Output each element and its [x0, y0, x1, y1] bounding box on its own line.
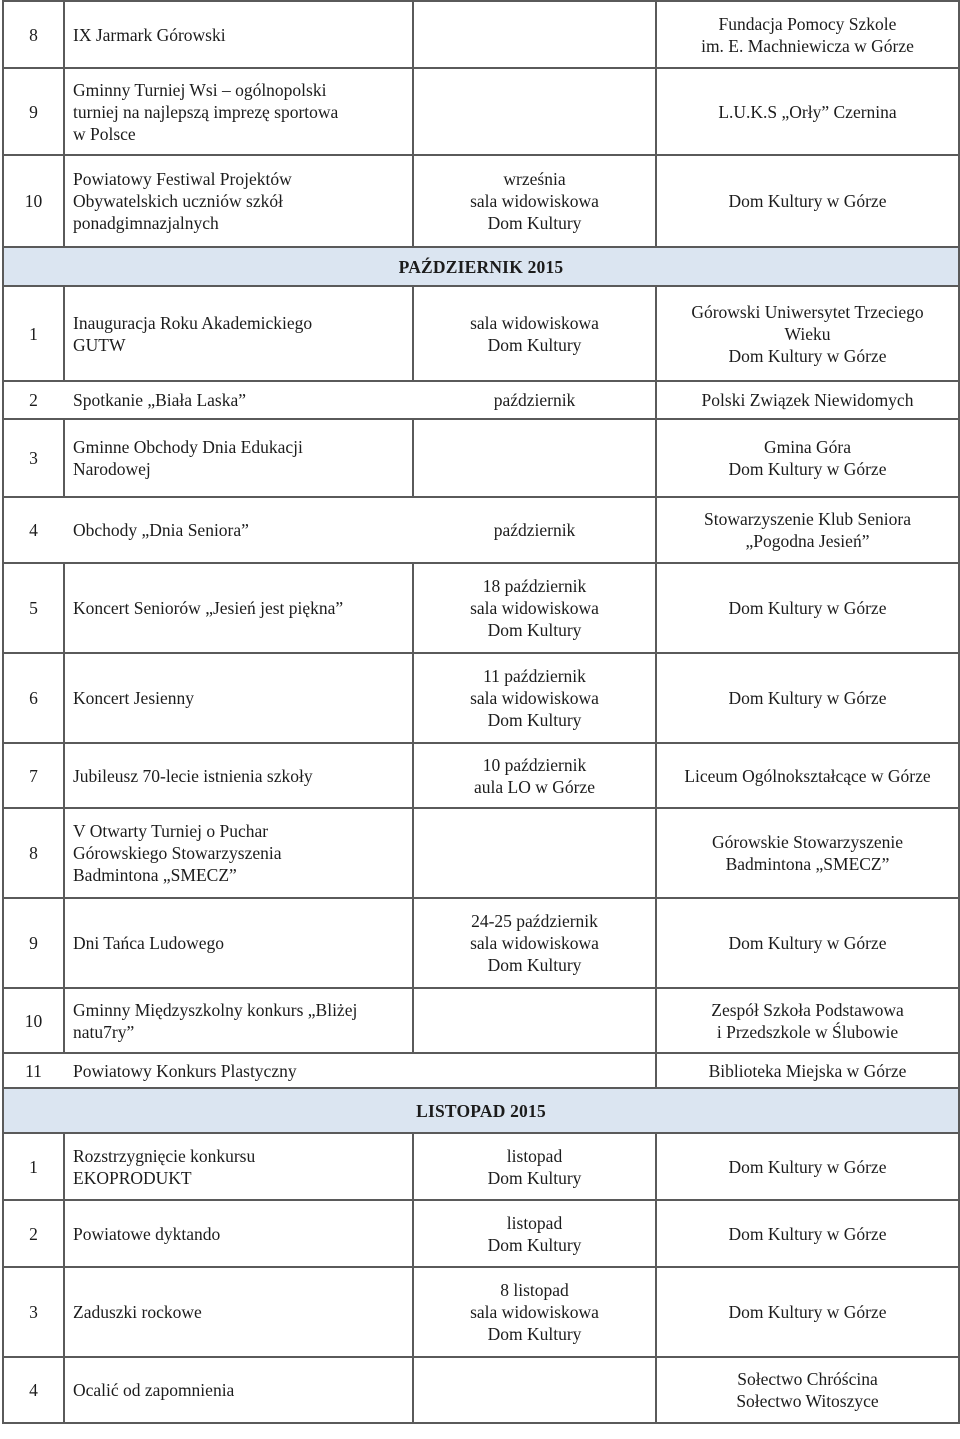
event-number: 7: [3, 743, 64, 808]
event-date-place-line: 10 październik: [482, 754, 587, 775]
event-name-line: Dni Tańca Ludowego: [73, 933, 225, 953]
event-row: [3, 1200, 959, 1267]
event-organizer-line: Gmina Góra: [764, 437, 851, 457]
month-header-row: [3, 1088, 959, 1133]
event-date-place: [413, 898, 656, 988]
event-organizer-line: Dom Kultury w Górze: [728, 598, 887, 618]
event-organizer-line: Zespół Szkoła Podstawowa: [711, 999, 904, 1020]
event-date-place: [413, 1, 656, 68]
event-date-place: [413, 563, 656, 653]
event-date-place-line: Dom Kultury: [487, 213, 582, 233]
event-name-line: Gminne Obchody Dnia Edukacji: [73, 437, 303, 457]
event-date-place-line: 24-25 październik: [471, 911, 598, 931]
event-number: 5: [3, 563, 64, 653]
events-table: [2, 0, 960, 1424]
event-row: [3, 381, 959, 419]
event-name: [64, 419, 413, 497]
event-name-line: Gminny Turniej Wsi – ogólnopolski: [73, 79, 327, 100]
event-name-line: ponadgimnazjalnych: [73, 213, 219, 233]
event-organizer-line: Górowskie Stowarzyszenie: [712, 832, 903, 852]
event-number: 3: [3, 1267, 64, 1357]
event-number: 11: [3, 1053, 64, 1088]
event-name-line: Zaduszki rockowe: [73, 1302, 202, 1322]
event-date-place-line: 8 listopad: [500, 1280, 569, 1300]
event-date-place: [413, 808, 656, 898]
event-date-place: [413, 381, 656, 419]
event-organizer: [656, 1133, 959, 1200]
event-name-line: Powiatowy Festiwal Projektów: [73, 169, 292, 189]
events-table-body: [3, 1, 959, 1423]
event-organizer: [656, 1200, 959, 1267]
event-name: [64, 743, 413, 808]
event-organizer: [656, 419, 959, 497]
event-organizer-line: im. E. Machniewicza w Górze: [701, 35, 914, 56]
event-organizer-line: Sołectwo Chróścina: [737, 1369, 878, 1389]
event-date-place-line: sala widowiskowa: [470, 312, 599, 333]
event-name-line: EKOPRODUKT: [73, 1167, 192, 1188]
event-date-place: [413, 988, 656, 1053]
event-date-place: [413, 1133, 656, 1200]
event-name: [64, 286, 413, 381]
event-date-place-line: 11 październik: [483, 666, 586, 686]
event-number: 1: [3, 1133, 64, 1200]
event-name-line: Górowskiego Stowarzyszenia: [73, 843, 282, 863]
event-organizer: [656, 1, 959, 68]
event-name-line: V Otwarty Turniej o Puchar: [73, 821, 269, 841]
event-name-line: Powiatowy Konkurs Plastyczny: [73, 1060, 297, 1081]
event-organizer: [656, 988, 959, 1053]
month-header: PAŹDZIERNIK 2015: [3, 247, 959, 286]
event-organizer: [656, 155, 959, 247]
event-row: [3, 1053, 959, 1088]
event-date-place-line: sala widowiskowa: [470, 933, 599, 953]
event-number: 8: [3, 1, 64, 68]
event-row: [3, 563, 959, 653]
event-row: [3, 1, 959, 68]
event-organizer-line: Polski Związek Niewidomych: [701, 390, 914, 410]
event-organizer-line: Stowarzyszenie Klub Seniora: [703, 509, 912, 529]
event-organizer: [656, 1267, 959, 1357]
event-name: [64, 1357, 413, 1423]
event-date-place: [413, 1267, 656, 1357]
event-organizer-line: Fundacja Pomocy Szkole: [718, 13, 897, 34]
event-row: [3, 898, 959, 988]
event-date-place-line: września: [503, 169, 566, 189]
event-number: 9: [3, 68, 64, 155]
event-organizer: [656, 808, 959, 898]
event-organizer-line: Badmintona „SMECZ”: [725, 854, 890, 874]
event-date-place: [413, 419, 656, 497]
event-name-line: Obywatelskich uczniów szkół: [73, 191, 283, 211]
event-name: [64, 1200, 413, 1267]
event-number: 2: [3, 381, 64, 419]
event-row: [3, 1133, 959, 1200]
event-row: [3, 419, 959, 497]
event-name-line: Koncert Jesienny: [73, 688, 195, 708]
event-row: [3, 743, 959, 808]
event-name-line: Jubileusz 70-lecie istnienia szkoły: [73, 765, 313, 786]
event-number: 10: [3, 988, 64, 1053]
event-name-line: Koncert Seniorów „Jesień jest piękna”: [73, 598, 344, 618]
event-name: [64, 808, 413, 898]
event-name: [64, 497, 413, 563]
event-number: 2: [3, 1200, 64, 1267]
event-date-place-line: Dom Kultury: [487, 710, 582, 730]
month-header-row: [3, 247, 959, 286]
event-organizer: [656, 898, 959, 988]
event-name: [64, 1053, 656, 1088]
event-date-place-line: Dom Kultury: [487, 955, 582, 975]
event-organizer-line: Liceum Ogólnokształcące w Górze: [684, 765, 931, 786]
event-number: 3: [3, 419, 64, 497]
event-date-place-line: Dom Kultury: [487, 1324, 582, 1344]
event-name-line: IX Jarmark Górowski: [73, 24, 226, 45]
event-name: [64, 1133, 413, 1200]
event-row: [3, 653, 959, 743]
event-name-line: w Polsce: [73, 123, 136, 144]
event-date-place-line: sala widowiskowa: [470, 1302, 599, 1322]
event-name: [64, 898, 413, 988]
event-organizer-line: Wieku: [784, 323, 831, 344]
event-number: 9: [3, 898, 64, 988]
event-row: [3, 1267, 959, 1357]
event-number: 1: [3, 286, 64, 381]
event-date-place-line: październik: [493, 520, 576, 540]
event-date-place: [413, 286, 656, 381]
event-number: 4: [3, 1357, 64, 1423]
event-row: [3, 808, 959, 898]
event-name: [64, 1267, 413, 1357]
event-name: [64, 988, 413, 1053]
event-organizer-line: L.U.K.S „Orły” Czernina: [718, 101, 897, 122]
event-date-place-line: sala widowiskowa: [470, 191, 599, 211]
event-organizer: [656, 563, 959, 653]
event-name-line: turniej na najlepszą imprezę sportowa: [73, 101, 339, 122]
event-name: [64, 155, 413, 247]
event-date-place: [413, 1357, 656, 1423]
event-date-place: [413, 1200, 656, 1267]
event-name-line: Gminny Międzyszkolny konkurs „Bliżej: [73, 999, 358, 1020]
event-name-line: Badmintona „SMECZ”: [73, 865, 237, 885]
event-date-place: [413, 743, 656, 808]
event-organizer-line: Dom Kultury w Górze: [728, 191, 887, 211]
event-date-place-line: październik: [493, 390, 576, 410]
event-name-line: Spotkanie „Biała Laska”: [73, 390, 246, 410]
month-header: LISTOPAD 2015: [3, 1088, 959, 1133]
event-date-place-line: aula LO w Górze: [474, 776, 595, 797]
event-name: [64, 653, 413, 743]
event-organizer: [656, 743, 959, 808]
event-row: [3, 155, 959, 247]
event-organizer-line: Dom Kultury w Górze: [728, 1223, 887, 1244]
event-name-line: Rozstrzygnięcie konkursu: [73, 1145, 256, 1166]
event-date-place: [413, 497, 656, 563]
event-organizer-line: Górowski Uniwersytet Trzeciego: [691, 301, 924, 322]
event-organizer-line: Dom Kultury w Górze: [728, 345, 887, 366]
event-organizer: [656, 1053, 959, 1088]
event-date-place-line: listopad: [506, 1145, 563, 1166]
event-number: 10: [3, 155, 64, 247]
event-name-line: GUTW: [73, 334, 126, 355]
event-date-place-line: Dom Kultury: [487, 1167, 582, 1188]
event-organizer: [656, 381, 959, 419]
event-organizer: [656, 286, 959, 381]
event-number: 8: [3, 808, 64, 898]
event-date-place-line: Dom Kultury: [487, 1234, 582, 1255]
event-date-place-line: listopad: [506, 1212, 563, 1233]
event-organizer-line: Dom Kultury w Górze: [728, 933, 887, 953]
event-name-line: natu7ry”: [73, 1021, 135, 1042]
event-name: [64, 381, 413, 419]
event-organizer-line: Dom Kultury w Górze: [728, 688, 887, 708]
event-date-place-line: sala widowiskowa: [470, 688, 599, 708]
event-number: 6: [3, 653, 64, 743]
event-number: 4: [3, 497, 64, 563]
event-name: [64, 68, 413, 155]
event-organizer: [656, 1357, 959, 1423]
event-date-place: [413, 68, 656, 155]
event-name: [64, 563, 413, 653]
event-organizer: [656, 653, 959, 743]
event-date-place-line: sala widowiskowa: [470, 598, 599, 618]
event-name-line: Narodowej: [73, 459, 151, 479]
event-organizer-line: Dom Kultury w Górze: [728, 1302, 887, 1322]
event-name-line: Inauguracja Roku Akademickiego: [73, 312, 313, 333]
event-date-place-line: 18 październik: [482, 576, 587, 596]
event-organizer-line: Dom Kultury w Górze: [728, 459, 887, 479]
event-name-line: Powiatowe dyktando: [73, 1223, 221, 1244]
event-date-place-line: Dom Kultury: [487, 334, 582, 355]
event-name: [64, 1, 413, 68]
event-row: [3, 68, 959, 155]
event-date-place-line: Dom Kultury: [487, 620, 582, 640]
event-organizer-line: Sołectwo Witoszyce: [736, 1391, 879, 1411]
event-row: [3, 497, 959, 563]
event-organizer-line: „Pogodna Jesień”: [745, 531, 870, 551]
event-date-place: [413, 653, 656, 743]
event-row: [3, 1357, 959, 1423]
event-name-line: Ocalić od zapomnienia: [73, 1380, 235, 1400]
event-organizer-line: Dom Kultury w Górze: [728, 1156, 887, 1177]
event-organizer-line: Biblioteka Miejska w Górze: [708, 1060, 907, 1081]
event-date-place: [413, 155, 656, 247]
event-organizer: [656, 68, 959, 155]
event-organizer: [656, 497, 959, 563]
event-name-line: Obchody „Dnia Seniora”: [73, 520, 249, 540]
event-row: [3, 286, 959, 381]
event-organizer-line: i Przedszkole w Ślubowie: [716, 1021, 899, 1042]
event-row: [3, 988, 959, 1053]
